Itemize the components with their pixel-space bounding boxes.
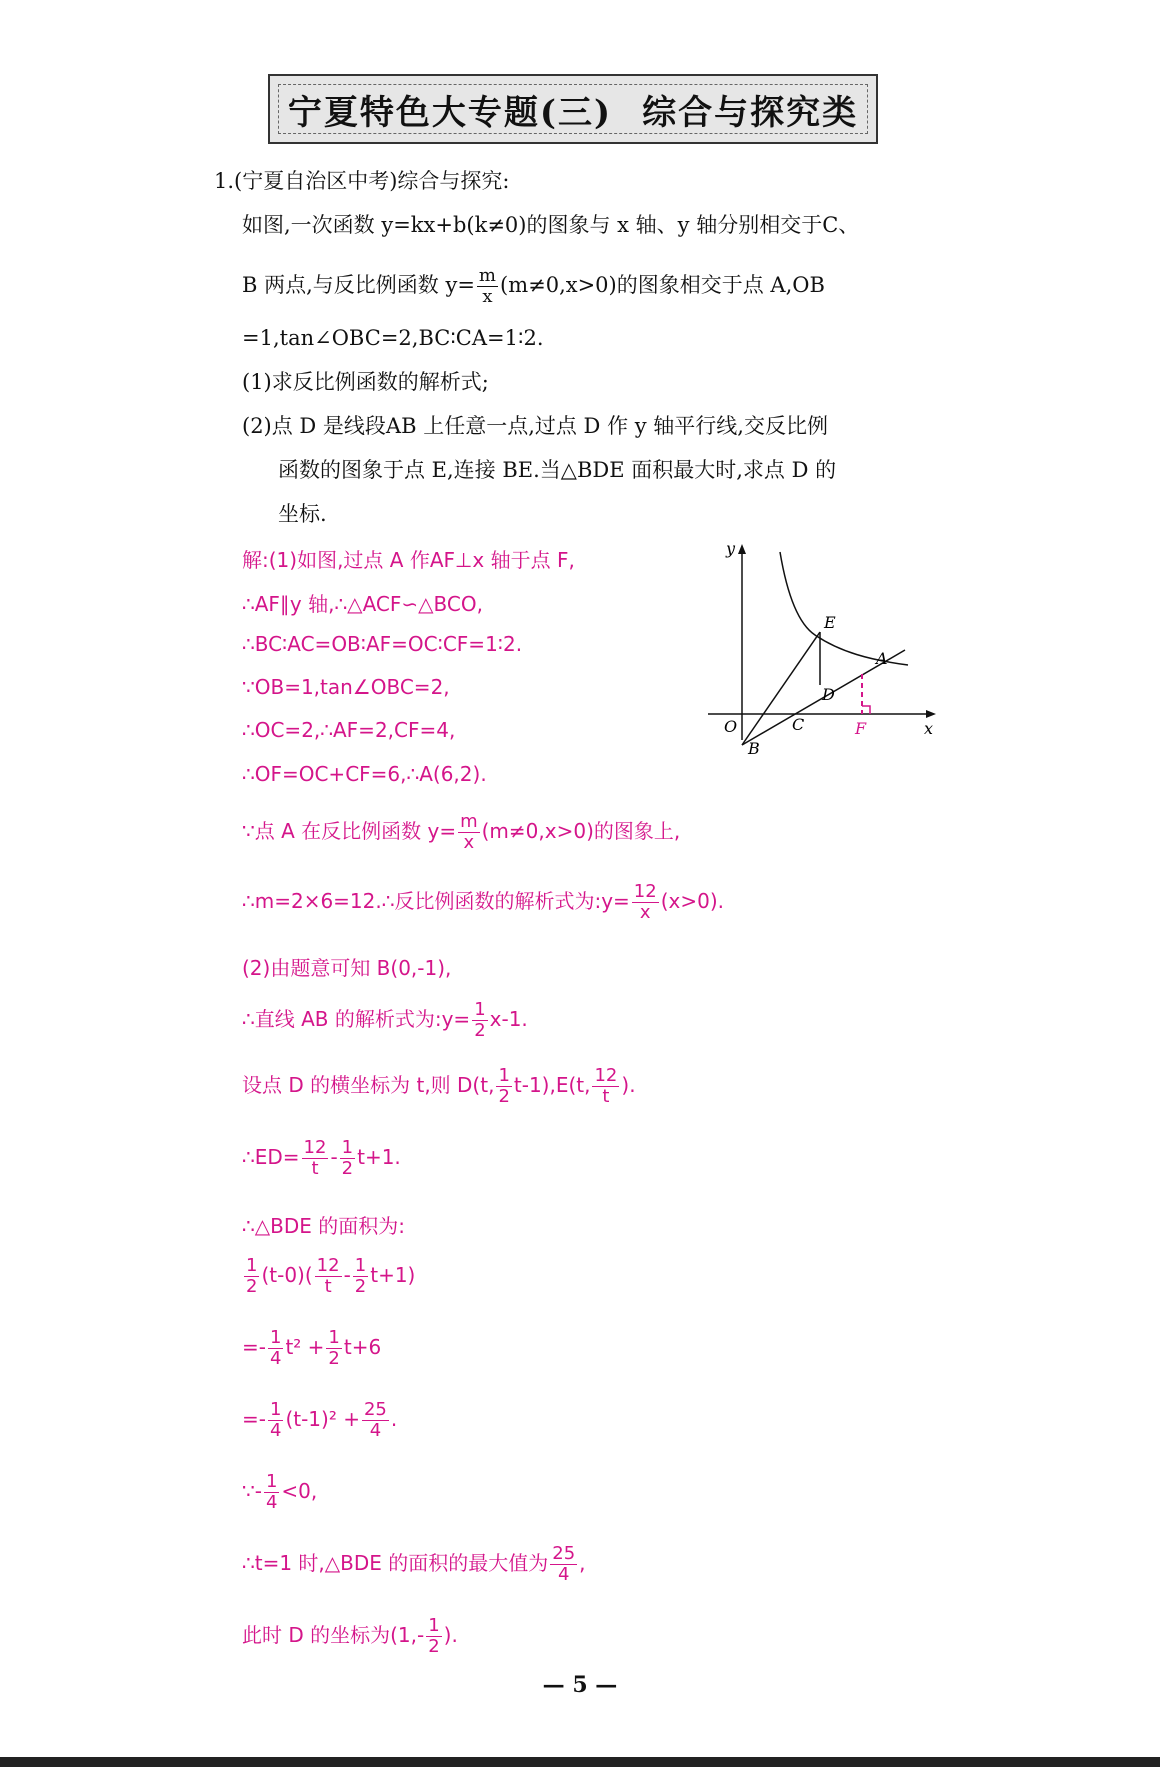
solution-line-17: ∵- $\frac{1}{4}$ <0, <box>242 1471 318 1513</box>
solution-line-16: =- $\frac{1}{4}$ (t-1)² + $\frac{25}{4}$ . <box>242 1399 398 1441</box>
question-part-2-line-2: 函数的图象于点 E,连接 BE.当△BDE 面积最大时,求点 D 的 <box>278 458 837 482</box>
solution-line-15: =- $\frac{1}{4}$ t² + $\frac{1}{2}$ t+6 <box>242 1327 382 1369</box>
label-y: y <box>726 540 736 558</box>
page-number: — 5 — <box>542 1672 618 1698</box>
solution-line-10: ∴直线 AB 的解析式为:y= $\frac{1}{2}$ x-1. <box>242 999 528 1041</box>
question-source: (宁夏自治区中考)综合与探究: <box>234 169 510 193</box>
question-part-1: (1)求反比例函数的解析式; <box>242 370 489 394</box>
solution-line-4: ∵OB=1,tan∠OBC=2, <box>242 675 450 699</box>
solution-line-6: ∴OF=OC+CF=6,∴A(6,2). <box>242 762 487 786</box>
bottom-bar <box>0 1757 1160 1767</box>
question-line-3: =1,tan∠OBC=2,BC∶CA=1∶2. <box>242 326 544 350</box>
solution-line-2: ∴AF∥y 轴,∴△ACF∽△BCO, <box>242 592 483 616</box>
title-part2: 综合与探究类 <box>642 92 859 133</box>
solution-line-3: ∴BC∶AC=OB∶AF=OC∶CF=1∶2. <box>242 632 523 656</box>
question-part-2-line-1: (2)点 D 是线段AB 上任意一点,过点 D 作 y 轴平行线,交反比例 <box>242 414 828 438</box>
x-axis-arrow <box>926 710 936 718</box>
solution-line-19: 此时 D 的坐标为(1,- $\frac{1}{2}$ ). <box>242 1615 458 1657</box>
solution-line-8: ∴m=2×6=12.∴反比例函数的解析式为:y= $\frac{12}{x}$ (x>0). <box>242 881 724 923</box>
question-part-2-line-3: 坐标. <box>278 502 327 526</box>
question-number: 1. <box>214 169 235 193</box>
question-header <box>214 166 510 196</box>
right-angle-mark <box>862 706 870 714</box>
solution-line-18: ∴t=1 时,△BDE 的面积的最大值为 $\frac{25}{4}$ , <box>242 1543 586 1585</box>
title-banner <box>268 74 878 144</box>
solution-line-5: ∴OC=2,∴AF=2,CF=4, <box>242 718 456 742</box>
title-part1: 宁夏特色大专题(三) <box>287 92 613 133</box>
line-BE <box>742 632 820 745</box>
solution-line-7: ∵点 A 在反比例函数 y= $\frac{m}{x}$ (m≠0,x>0)的图象上, <box>242 811 681 853</box>
label-O: O <box>724 717 738 736</box>
solution-line-9: (2)由题意可知 B(0,-1), <box>242 956 452 980</box>
label-B: B <box>748 739 760 758</box>
label-x: x <box>924 719 934 738</box>
y-axis-arrow <box>738 544 746 554</box>
label-F: F <box>855 719 867 738</box>
solution-line-13: ∴△BDE 的面积为: <box>242 1214 405 1238</box>
solution-line-1: 解:(1)如图,过点 A 作AF⊥x 轴于点 F, <box>242 548 575 572</box>
geometry-figure <box>700 540 940 770</box>
hyperbola-curve <box>780 552 908 665</box>
question-line-2: B 两点,与反比例函数 y= $\frac{m}{x}$ (m≠0,x>0)的图象相交于点 A,OB <box>242 265 825 307</box>
label-D: D <box>822 685 835 704</box>
coordinate-diagram <box>700 540 940 770</box>
label-E: E <box>824 613 836 632</box>
fraction-m-over-x: $\frac{m}{x}$ <box>478 265 496 307</box>
label-A: A <box>876 649 888 668</box>
question-line-1: 如图,一次函数 y=kx+b(k≠0)的图象与 x 轴、y 轴分别相交于C、 <box>242 213 860 237</box>
label-C: C <box>792 715 805 734</box>
solution-line-14: $\frac{1}{2}$ (t-0)( $\frac{12}{t}$ - $\frac{1}{2}$ t+1) <box>246 1255 416 1297</box>
solution-line-11: 设点 D 的横坐标为 t,则 D(t, $\frac{1}{2}$ t-1),E(t, $\frac{12}{t}$ ). <box>242 1065 636 1107</box>
solution-line-12: ∴ED= $\frac{12}{t}$ - $\frac{1}{2}$ t+1. <box>242 1137 401 1179</box>
